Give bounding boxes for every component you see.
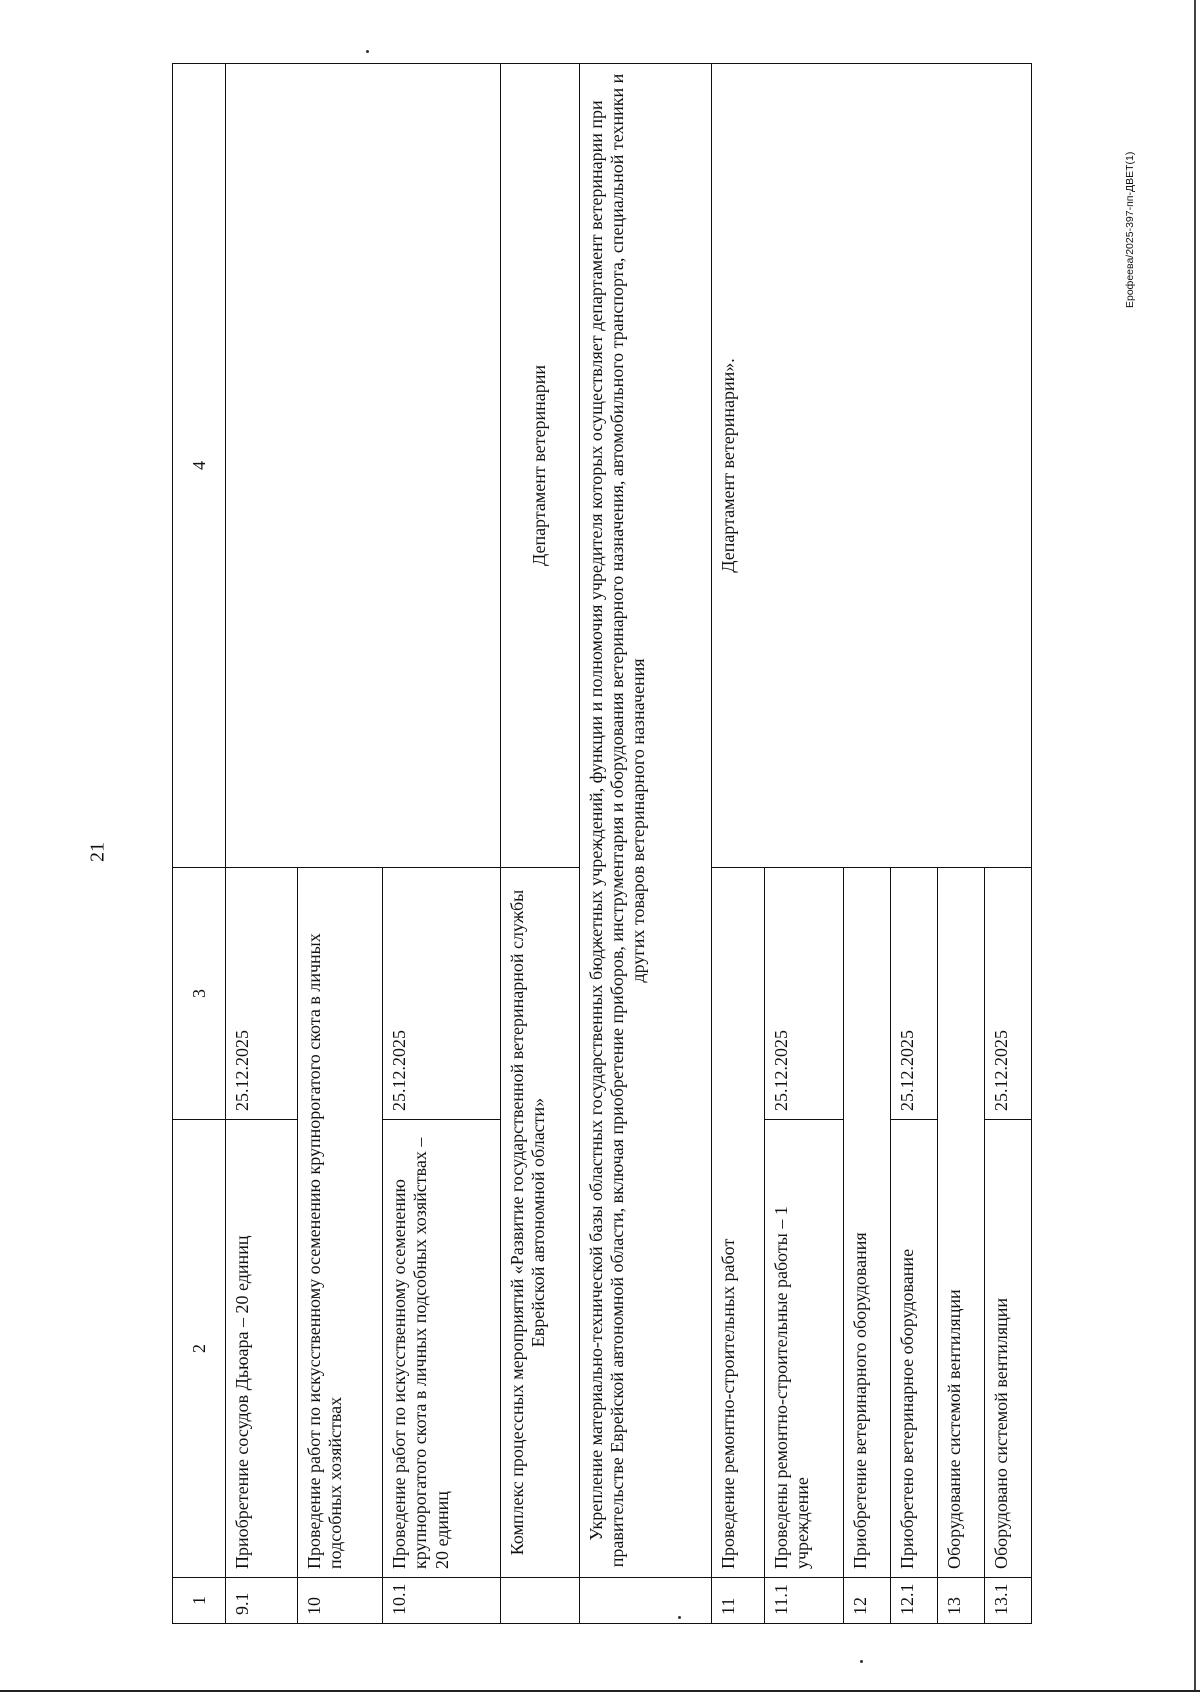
row-number-empty (579, 1578, 711, 1624)
row-number: 13 (938, 1578, 985, 1624)
scan-speck (366, 50, 369, 53)
row-date: 25.12.2025 (984, 868, 1031, 1120)
row-name: Приобретено ветеринарное оборудование (891, 1120, 938, 1578)
scan-edge (0, 1690, 1200, 1692)
row-dept: Департамент ветеринарии». (711, 64, 1031, 868)
row-number: 12.1 (891, 1578, 938, 1624)
row-number: 10.1 (383, 1578, 500, 1624)
row-date: 25.12.2025 (891, 868, 938, 1120)
row-name: Оборудование системой вентиляции (938, 868, 985, 1578)
row-number: 11.1 (765, 1578, 844, 1624)
row-name: Приобретение сосудов Дьюара – 20 единиц (226, 1120, 297, 1578)
row-number: 9.1 (226, 1578, 297, 1624)
row-name: Оборудовано системой вентиляции (984, 1120, 1031, 1578)
row-date: 25.12.2025 (383, 868, 500, 1120)
scan-speck (860, 1660, 863, 1663)
table-row-task (579, 64, 711, 1624)
header-col-3: 3 (173, 868, 226, 1120)
page-number: 21 (86, 842, 109, 862)
header-col-1: 1 (173, 1578, 226, 1624)
document-code: Ерофеева/2025-397-пп-ДВЕТ(1) (1124, 151, 1136, 309)
table-row (711, 64, 764, 1624)
table-header-row (173, 64, 226, 1624)
row-name: Проведены ремонтно-строительные работы – 1 учреждение (765, 1120, 844, 1578)
task-description: Укрепление материально-технической базы областных государственных бюджетных учреждений, функции и полномочия учредителя которых осуществляет департамент ветеринарии при правительстве Еврейской автономной области, включая приобретение приборов, инструментария и оборудования ветеринарного назначения, автомобильного транспорта, специальной техники и других товаров ветеринарного назначения (579, 64, 711, 1578)
rotated-table-wrapper (172, 64, 1032, 1624)
row-date: 25.12.2025 (765, 868, 844, 1120)
row-name: Проведение работ по искусственному осеменению крупнорогатого скота в личных подсобных хозяйствах (297, 868, 382, 1578)
table-row-complex (500, 64, 579, 1624)
row-number: 12 (844, 1578, 891, 1624)
row-number-empty (500, 1578, 579, 1624)
row-date: 25.12.2025 (226, 868, 297, 1120)
row-number: 10 (297, 1578, 382, 1624)
row-number: 13.1 (984, 1578, 1031, 1624)
row-number: 11 (711, 1578, 764, 1624)
row-name: Проведение ремонтно-строительных работ (711, 868, 764, 1578)
header-col-4: 4 (173, 64, 226, 868)
row-dept: Департамент ветеринарии (500, 64, 579, 868)
scan-edge (1194, 0, 1196, 1692)
row-dept-empty (226, 64, 500, 868)
table-row (226, 64, 297, 1624)
row-name: Приобретение ветеринарного оборудования (844, 868, 891, 1578)
complex-title: Комплекс процессных мероприятий «Развитие государственной ветеринарной службы Еврейской автономной области» (500, 868, 579, 1578)
schedule-table (172, 63, 1032, 1624)
row-name: Проведение работ по искусственному осеменению крупнорогатого скота в личных подсобных хозяйствах – 20 единиц (383, 1120, 500, 1578)
header-col-2: 2 (173, 1120, 226, 1578)
